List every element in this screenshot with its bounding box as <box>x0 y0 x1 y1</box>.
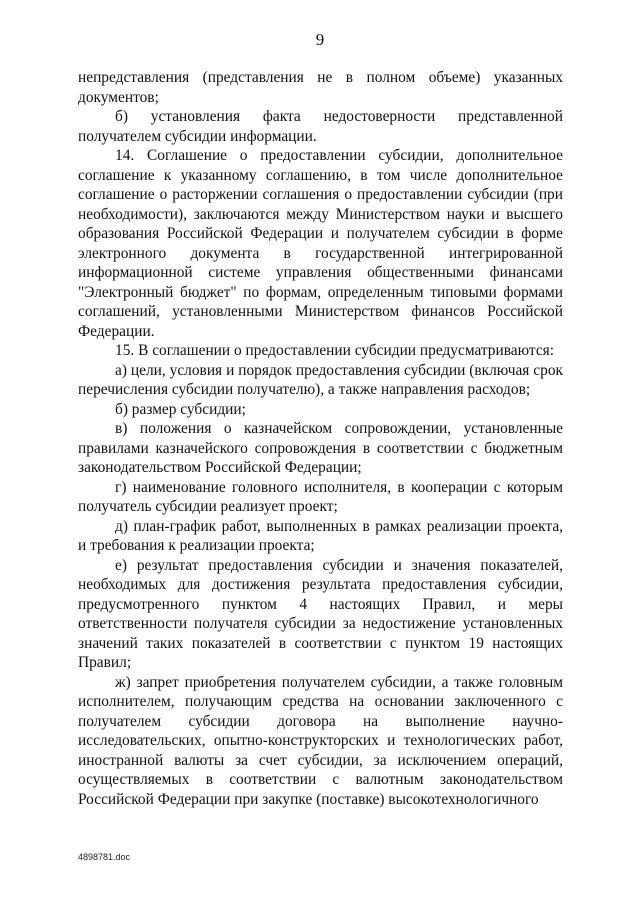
paragraph: а) цели, условия и порядок предоставления субсидии (включая срок перечисления субсидии получателю), а также направления расходов; <box>78 361 563 398</box>
paragraph: 14. Соглашение о предоставлении субсидии, дополнительное соглашение к указанному соглашению, в том числе дополнительное соглашение о расторжении соглашения о предоставлении субсидии (при необходимости), заключаются между Министерством науки и высшего образования Российской Федерации и получателем субсидии в форме электронного документа в государственной интегрированной информационной системе управления общественными финансами "Электронный бюджет" по формам, определенным типовыми формами соглашений, установленными Министерством финансов Российской Федерации. <box>78 147 563 340</box>
paragraph: е) результат предоставления субсидии и значения показателей, необходимых для достижения результата предоставления субсидии, предусмотренного пунктом 4 настоящих Правил, и меры ответственности получателя субсидии за недостижение установленных значений таких показателей в соответствии с пунктом 19 настоящих Правил; <box>78 556 563 671</box>
paragraph: г) наименование головного исполнителя, в кооперации с которым получатель субсидии реализует проект; <box>78 478 563 515</box>
paragraph: б) размер субсидии; <box>115 400 246 418</box>
document-filename: 4898781.doc <box>78 852 131 862</box>
paragraph: непредставления (представления не в полном объеме) указанных документов; <box>78 69 563 106</box>
paragraph: 15. В соглашении о предоставлении субсидии предусматриваются: <box>115 342 555 359</box>
paragraph: ж) запрет приобретения получателем субсидии, а также головным исполнителем, получающим средства на основании заключенного с получателем субсидии договора на выполнение научно-исследовательских, опытно-конструкторских и технологических работ, иностранной валюты за счет субсидии, за исключением операций, осуществляемых в соответствии с валютным законодательством Российской Федерации при закупке (поставке) высокотехнологичного <box>78 673 563 808</box>
paragraph: д) план-график работ, выполненных в рамках реализации проекта, и требования к реализации проекта; <box>78 517 563 554</box>
page-number: 9 <box>315 30 325 49</box>
document-body <box>78 68 563 809</box>
paragraph: в) положения о казначейском сопровождении, установленные правилами казначейского сопровождения в соответствии с бюджетным законодательством Российской Федерации; <box>78 420 563 476</box>
paragraph: б) установления факта недостоверности представленной получателем субсидии информации. <box>78 108 563 145</box>
